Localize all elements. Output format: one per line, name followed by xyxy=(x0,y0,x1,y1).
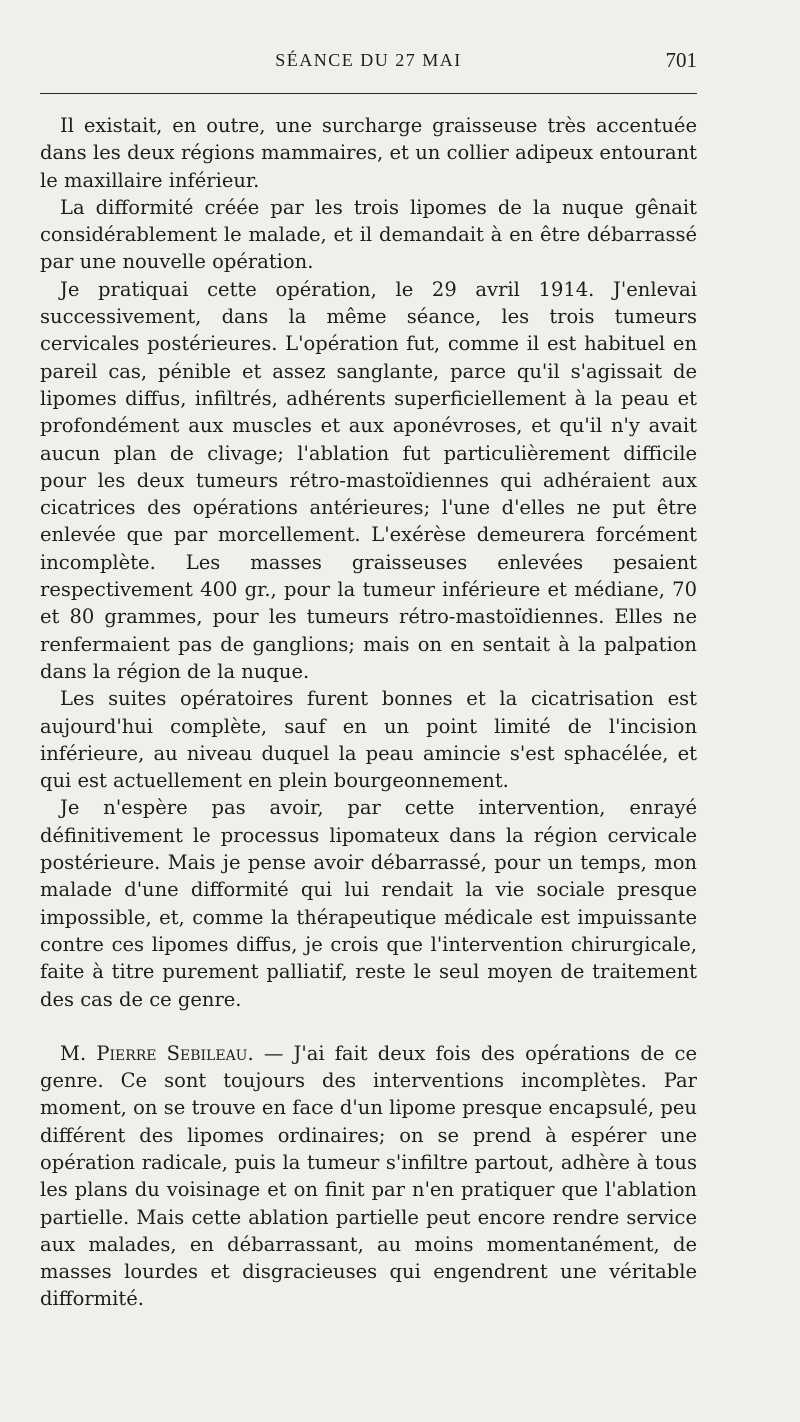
paragraph: Les suites opératoires furent bonnes et la cicatrisation est aujourd'hui complète, sauf en un point limité de l'incision inférieure, au niveau duquel la peau amincie s'est sphacélée, et qui est actuellement en plein bourgeonnement. xyxy=(40,687,697,793)
speaker-text: — J'ai fait deux fois des opérations de ce genre. Ce sont toujours des interventions incomplètes. Par moment, on se trouve en face d'un lipome presque encapsulé, peu différent des lipomes ordinaires; on se prend à espérer une opération radicale, puis la tumeur s'infiltre partout, adhère à tous les plans du voisinage et on finit par n'en pratiquer que l'ablation partielle. Mais cette ablation partielle peut encore rendre service aux malades, en débarrassant, au moins momentanément, de masses lourdes et disgracieuses qui engendrent une véritable difformité. xyxy=(40,1041,697,1311)
body-text xyxy=(40,112,697,1313)
paragraph: Je pratiquai cette opération, le 29 avril 1914. J'enlevai successivement, dans la même séance, les trois tumeurs cervicales postérieures. L'opération fut, comme il est habituel en pareil cas, pénible et assez sanglante, parce qu'il s'agissait de lipomes diffus, infiltrés, adhérents superficiellement à la peau et profondément aux muscles et aux aponévroses, et qu'il n'y avait aucun plan de clivage; l'ablation fut particulièrement difficile pour les deux tumeurs rétro-mastoïdiennes qui adhéraient aux cicatrices des opérations antérieures; l'une d'elles ne put être enlevée que par morcellement. L'exérèse demeurera forcément incomplète. Les masses graisseuses enlevées pesaient respectivement 400 gr., pour la tumeur inférieure et médiane, 70 et 80 grammes, pour les tumeurs rétro-mastoïdiennes. Elles ne renfermaient pas de ganglions; mais on en sentait à la palpation dans la région de la nuque. xyxy=(40,277,697,683)
paragraph: Il existait, en outre, une surcharge graisseuse très accentuée dans les deux régions mammaires, et un collier adipeux entourant le maxillaire inférieur. xyxy=(40,114,697,192)
speaker-name: M. Pierre Sebileau. xyxy=(60,1041,254,1065)
header-rule xyxy=(40,93,697,94)
running-title: SÉANCE DU 27 MAI xyxy=(275,50,462,70)
paragraph: Je n'espère pas avoir, par cette intervention, enrayé définitivement le processus lipomateux dans la région cervicale postérieure. Mais je pense avoir débarrassé, pour un temps, mon malade d'une difformité qui lui rendait la vie sociale presque impossible, et, comme la thérapeutique médicale est impuissante contre ces lipomes diffus, je crois que l'intervention chirurgicale, faite à titre purement palliatif, reste le seul moyen de traitement des cas de ce genre. xyxy=(40,796,697,1011)
page-number: 701 xyxy=(665,48,697,72)
paragraph: La difformité créée par les trois lipomes de la nuque gênait considérablement le malade, et il demandait à en être débarrassé par une nouvelle opération. xyxy=(40,195,697,274)
page-header xyxy=(40,48,697,78)
speaker-paragraph xyxy=(40,1040,697,1313)
